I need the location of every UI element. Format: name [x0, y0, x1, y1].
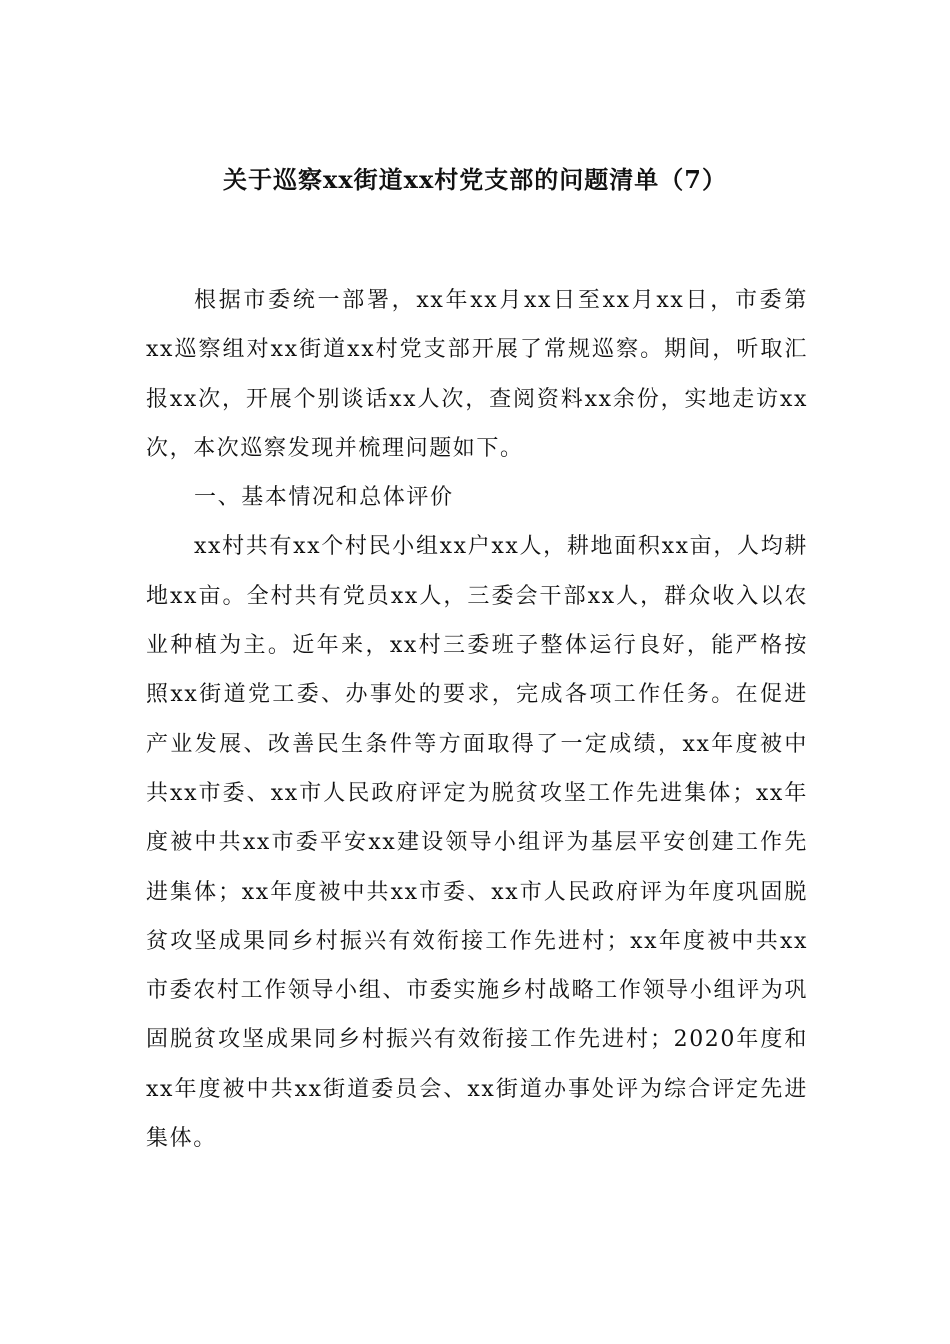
- section-heading: 一、基本情况和总体评价: [194, 485, 454, 511]
- document-title: 关于巡察xx街道xx村党支部的问题清单（7）: [223, 165, 727, 194]
- section-paragraph: xx村共有xx个村民小组xx户xx人，耕地面积xx亩，人均耕地xx亩。全村共有党员xx人，三委会干部xx人，群众收入以农业种植为主。近年来，xx村三委班子整体运行良好，能严格按照xx街道党工委、办事处的要求，完成各项工作任务。在促进产业发展、改善民生条件等方面取得了一定成绩，xx年度被中共xx市委、xx市人民政府评定为脱贫攻坚工作先进集体；xx年度被中共xx市委平安xx建设领导小组评为基层平安创建工作先进集体；xx年度被中共xx市委、xx市人民政府评为年度巩固脱贫攻坚成果同乡村振兴有效衔接工作先进村；xx年度被中共xx市委农村工作领导小组、市委实施乡村战略工作领导小组评为巩固脱贫攻坚成果同乡村振兴有效衔接工作先进村；2020年度和xx年度被中共xx街道委员会、xx街道办事处评为综合评定先进集体。: [146, 534, 808, 1152]
- document-body: [146, 276, 808, 1163]
- intro-paragraph: 根据市委统一部署，xx年xx月xx日至xx月xx日，市委第xx巡察组对xx街道xx村党支部开展了常规巡察。期间，听取汇报xx次，开展个别谈话xx人次，查阅资料xx余份，实地走访xx次，本次巡察发现并梳理问题如下。: [146, 288, 808, 461]
